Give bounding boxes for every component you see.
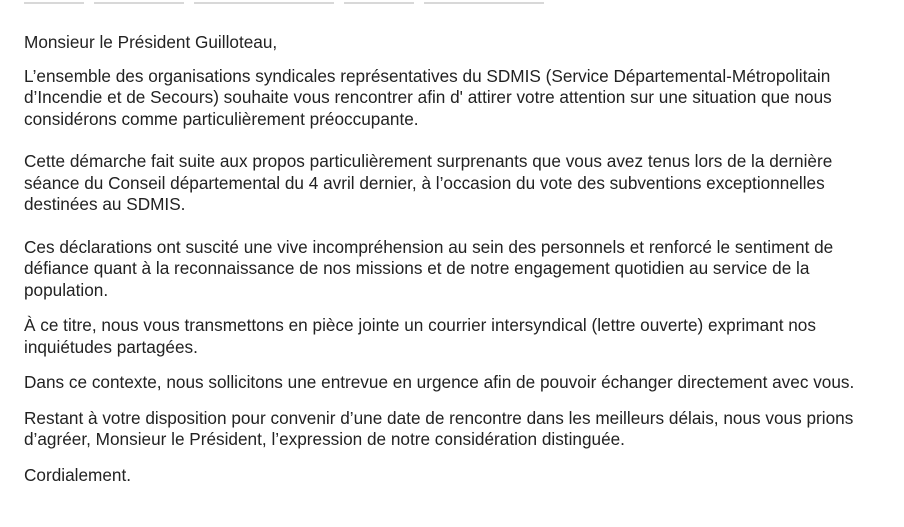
paragraph: Dans ce contexte, nous sollicitons une entrevue en urgence afin de pouvoir échanger directement avec vous.: [24, 372, 855, 392]
cropped-text-above: [24, 0, 664, 4]
letter-body: [24, 32, 884, 486]
paragraph: L’ensemble des organisations syndicales représentatives du SDMIS (Service Départemental-Métropolitain d’Incendie et de Secours) souhaite vous rencontrer afin d' attirer votre attention sur une situation que nous considérons comme particulièrement préoccupante.: [24, 65, 832, 129]
paragraph: Restant à votre disposition pour convenir d’une date de rencontre dans les meilleurs délais, nous vous prions d’agréer, Monsieur le Président, l’expression de notre considération distinguée.: [24, 407, 854, 449]
salutation: Monsieur le Président Guilloteau,: [24, 32, 278, 52]
paragraph: À ce titre, nous vous transmettons en pièce jointe un courrier intersyndical (lettre ouverte) exprimant nos inquiétudes partagées.: [24, 315, 816, 357]
paragraph: Ces déclarations ont suscité une vive incompréhension au sein des personnels et renforcé le sentiment de défiance quant à la reconnaissance de nos missions et de notre engagement quotidien au service de la population.: [24, 236, 834, 300]
paragraph: Cette démarche fait suite aux propos particulièrement surprenants que vous avez tenus lors de la dernière séance du Conseil départemental du 4 avril dernier, à l’occasion du vote des subventions exceptionnelles destinées au SDMIS.: [24, 151, 833, 214]
cropped-text-below: [24, 517, 284, 527]
closing: Cordialement.: [24, 464, 131, 485]
